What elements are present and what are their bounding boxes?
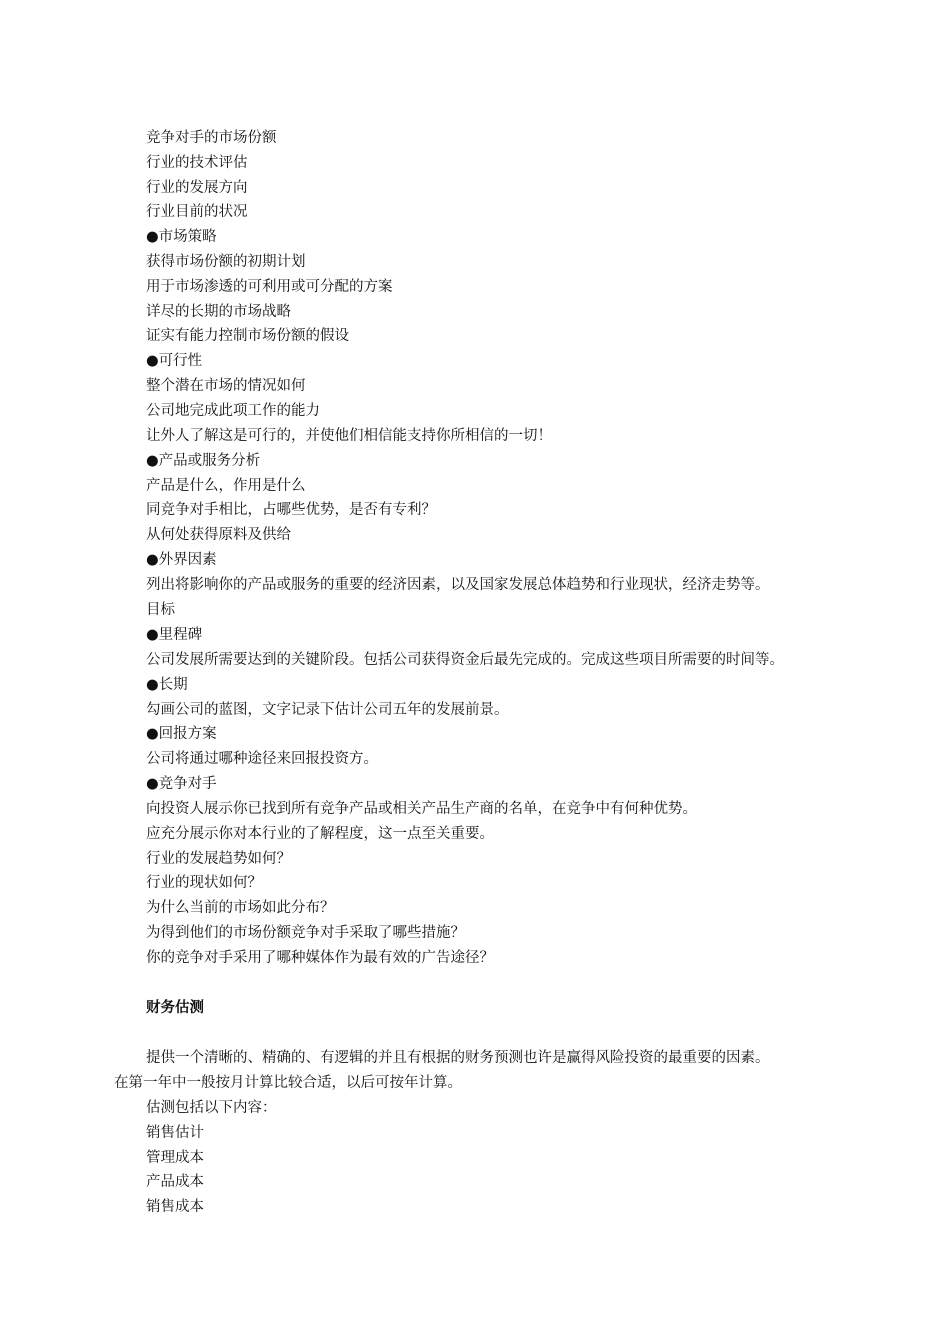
list-item: 产品成本 bbox=[146, 1174, 204, 1190]
bullet-heading: ●可行性 bbox=[146, 353, 203, 369]
text-line: 让外人了解这是可行的，并使他们相信能支持你所相信的一切！ bbox=[146, 428, 552, 444]
text-line: 行业的发展趋势如何？ bbox=[146, 851, 291, 867]
list-item: 销售成本 bbox=[146, 1199, 204, 1215]
paragraph-line: 提供一个清晰的、精确的、有逻辑的并且有根据的财务预测也许是赢得风险投资的最重要的因素。 bbox=[146, 1050, 770, 1066]
text-line: 证实有能力控制市场份额的假设 bbox=[146, 328, 349, 344]
text-line: 获得市场份额的初期计划 bbox=[146, 254, 306, 270]
text-line: 公司将通过哪种途径来回报投资方。 bbox=[146, 751, 378, 767]
text-line: 列出将影响你的产品或服务的重要的经济因素，以及国家发展总体趋势和行业现状，经济走势等。 bbox=[146, 577, 770, 593]
text-line: 同竞争对手相比，占哪些优势，是否有专利？ bbox=[146, 502, 436, 518]
bullet-heading: ●产品或服务分析 bbox=[146, 453, 261, 469]
list-item: 管理成本 bbox=[146, 1150, 204, 1166]
text-line: 你的竞争对手采用了哪种媒体作为最有效的广告途径？ bbox=[146, 950, 494, 966]
text-line: 为得到他们的市场份额竞争对手采取了哪些措施？ bbox=[146, 925, 465, 941]
bullet-heading: ●回报方案 bbox=[146, 726, 217, 742]
bullet-heading: ●市场策略 bbox=[146, 229, 217, 245]
text-line: 行业的发展方向 bbox=[146, 180, 248, 196]
text-line: 为什么当前的市场如此分布？ bbox=[146, 900, 335, 916]
text-line: 从何处获得原料及供给 bbox=[146, 527, 291, 543]
bullet-heading: ●里程碑 bbox=[146, 627, 203, 643]
text-line: 行业的现状如何？ bbox=[146, 875, 262, 891]
bullet-heading: ●竞争对手 bbox=[146, 776, 217, 792]
bullet-heading: ●外界因素 bbox=[146, 552, 217, 568]
text-line: 竞争对手的市场份额 bbox=[146, 130, 277, 146]
text-line: 用于市场渗透的可利用或可分配的方案 bbox=[146, 279, 393, 295]
text-line: 勾画公司的蓝图，文字记录下估计公司五年的发展前景。 bbox=[146, 702, 509, 718]
list-item: 销售估计 bbox=[146, 1125, 204, 1141]
text-line: 产品是什么，作用是什么 bbox=[146, 478, 306, 494]
text-line: 公司地完成此项工作的能力 bbox=[146, 403, 320, 419]
text-line: 应充分展示你对本行业的了解程度，这一点至关重要。 bbox=[146, 826, 494, 842]
section-heading: 财务估测 bbox=[146, 999, 204, 1016]
text-line: 行业目前的状况 bbox=[146, 204, 248, 220]
text-line: 估测包括以下内容： bbox=[146, 1100, 277, 1116]
text-line: 向投资人展示你已找到所有竞争产品或相关产品生产商的名单，在竞争中有何种优势。 bbox=[146, 801, 697, 817]
bullet-heading: ●长期 bbox=[146, 677, 188, 693]
text-line: 整个潜在市场的情况如何 bbox=[146, 378, 306, 394]
text-line: 行业的技术评估 bbox=[146, 155, 248, 171]
text-line: 公司发展所需要达到的关键阶段。包括公司获得资金后最先完成的。完成这些项目所需要的时间等。 bbox=[146, 652, 784, 668]
text-line: 详尽的长期的市场战略 bbox=[146, 304, 291, 320]
paragraph-line: 在第一年中一般按月计算比较合适，以后可按年计算。 bbox=[114, 1075, 462, 1091]
text-line: 目标 bbox=[146, 602, 175, 618]
